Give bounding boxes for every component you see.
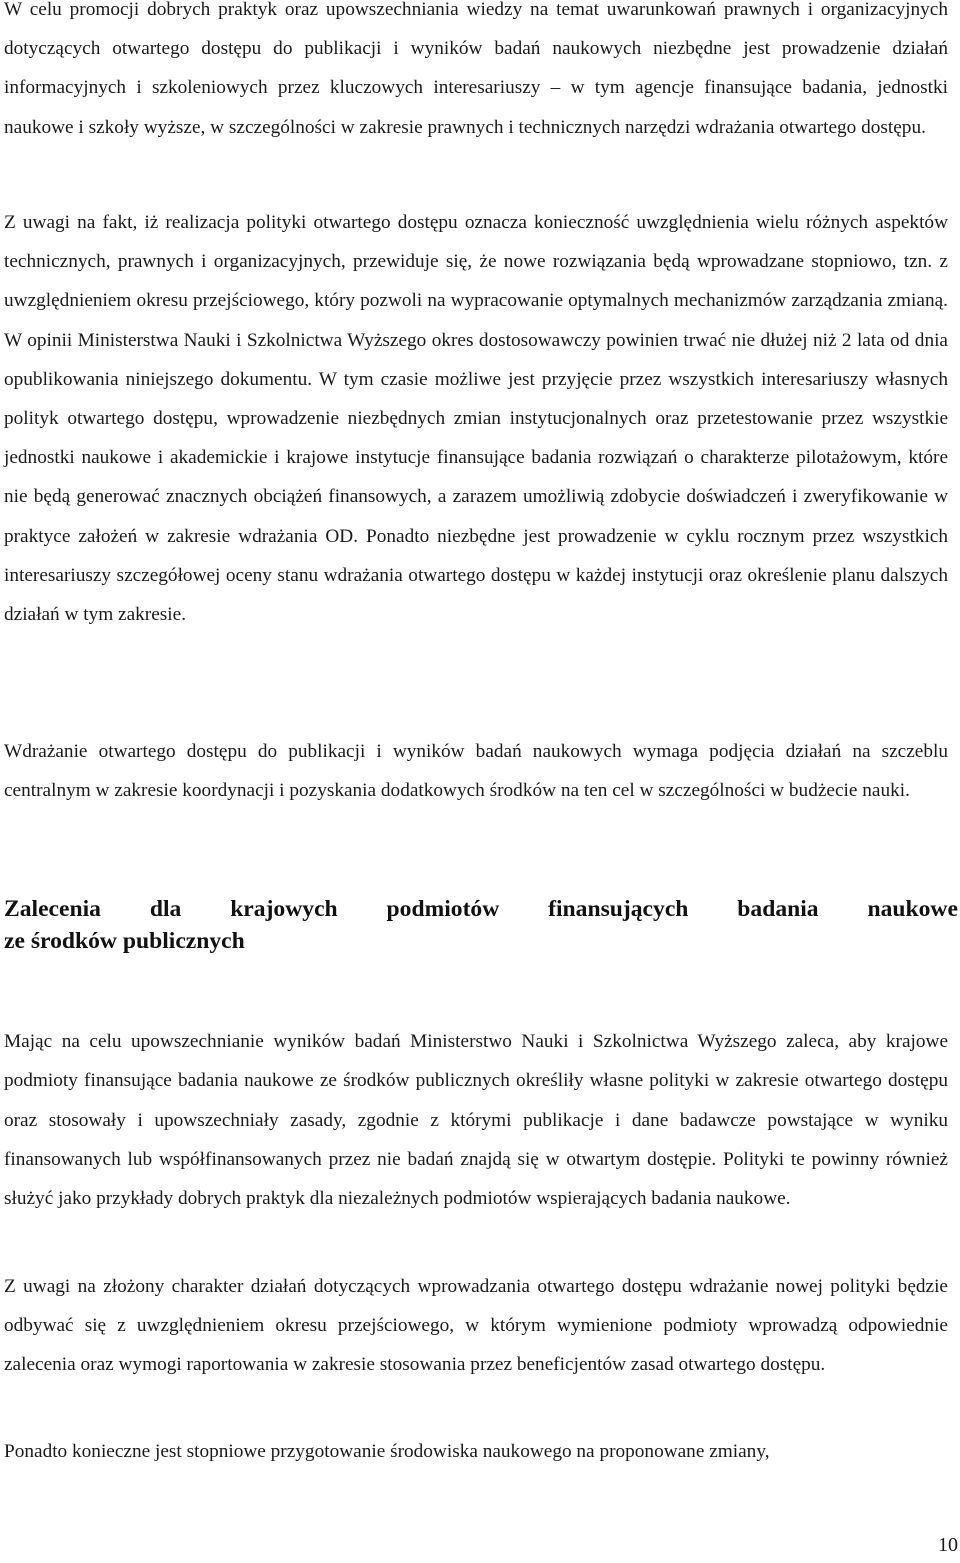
paragraph-transition-period: Z uwagi na fakt, iż realizacja polityki otwartego dostępu oznacza konieczność uwzględnienia wielu różnych aspektów technicznych, prawnych i organizacyjnych, przewiduje się, że nowe rozwiązania będą wprowadzane stopniowo, tzn. z uwzględnieniem okresu przejściowego, który pozwoli na wypracowanie optymalnych mechanizmów zarządzania zmianą. W opinii Ministerstwa Nauki i Szkolnictwa Wyższego okres dostosowawczy powinien trwać nie dłużej niż 2 lata od dnia opublikowania niniejszego dokumentu. W tym czasie możliwe jest przyjęcie przez wszystkich interesariuszy własnych polityk otwartego dostępu, wprowadzenie niezbędnych zmian instytucjonalnych oraz przetestowanie przez wszystkie jednostki naukowe i akademickie i krajowe instytucje finansujące badania rozwiązań o charakterze pilotażowym, które nie będą generować znacznych obciążeń finansowych, a zarazem umożliwią zdobycie doświadczeń i zweryfikowanie w praktyce założeń w zakresie wdrażania OD. Ponadto niezbędne jest prowadzenie w cyklu rocznym przez wszystkich interesariuszy szczegółowej oceny stanu wdrażania otwartego dostępu w każdej instytucji oraz określenie planu dalszych działań w tym zakresie. <box>4 212 948 626</box>
heading-word: Zalecenia <box>4 896 101 922</box>
section-heading <box>4 893 958 957</box>
page-number: 10 <box>938 1534 958 1556</box>
heading-word: krajowych <box>230 896 338 922</box>
heading-word: finansujących <box>548 896 689 922</box>
section-heading-line2: ze środków publicznych <box>4 928 245 954</box>
paragraph-complex-nature: Z uwagi na złożony charakter działań dotyczących wprowadzania otwartego dostępu wdrażanie nowej polityki będzie odbywać się z uwzględnieniem okresu przejściowego, w którym wymienione podmioty wprowadzą odpowiednie zalecenia oraz wymogi raportowania w zakresie stosowania przez beneficjentów zasad otwartego dostępu. <box>4 1276 948 1376</box>
paragraph-gradual-preparation: Ponadto konieczne jest stopniowe przygotowanie środowiska naukowego na proponowane zmiany, <box>4 1441 770 1462</box>
paragraph-central-coordination: Wdrażanie otwartego dostępu do publikacji i wyników badań naukowych wymaga podjęcia działań na szczeblu centralnym w zakresie koordynacji i pozyskania dodatkowych środków na ten cel w szczególności w budżecie nauki. <box>4 741 948 802</box>
paragraph-ministry-recommendation: Mając na celu upowszechnianie wyników badań Ministerstwo Nauki i Szkolnictwa Wyższego zaleca, aby krajowe podmioty finansujące badania naukowe ze środków publicznych określiły własne polityki w zakresie otwartego dostępu oraz stosowały i upowszechniały zasady, zgodnie z którymi publikacje i dane badawcze powstające w wyniku finansowanych lub współfinansowanych przez nie badań znajdą się w otwartym dostępie. Polityki te powinny również służyć jako przykłady dobrych praktyk dla niezależnych podmiotów wspierających badania naukowe. <box>4 1031 948 1210</box>
heading-word: naukowe <box>867 896 958 922</box>
heading-word: podmiotów <box>386 896 500 922</box>
heading-word: dla <box>149 896 182 922</box>
heading-word: badania <box>737 896 819 922</box>
paragraph-promotion-activities: W celu promocji dobrych praktyk oraz upowszechniania wiedzy na temat uwarunkowań prawnych i organizacyjnych dotyczących otwartego dostępu do publikacji i wyników badań naukowych niezbędne jest prowadzenie działań informacyjnych i szkoleniowych przez kluczowych interesariuszy – w tym agencje finansujące badania, jednostki naukowe i szkoły wyższe, w szczególności w zakresie prawnych i technicznych narzędzi wdrażania otwartego dostępu. <box>4 0 948 138</box>
section-heading-line1 <box>4 893 958 925</box>
